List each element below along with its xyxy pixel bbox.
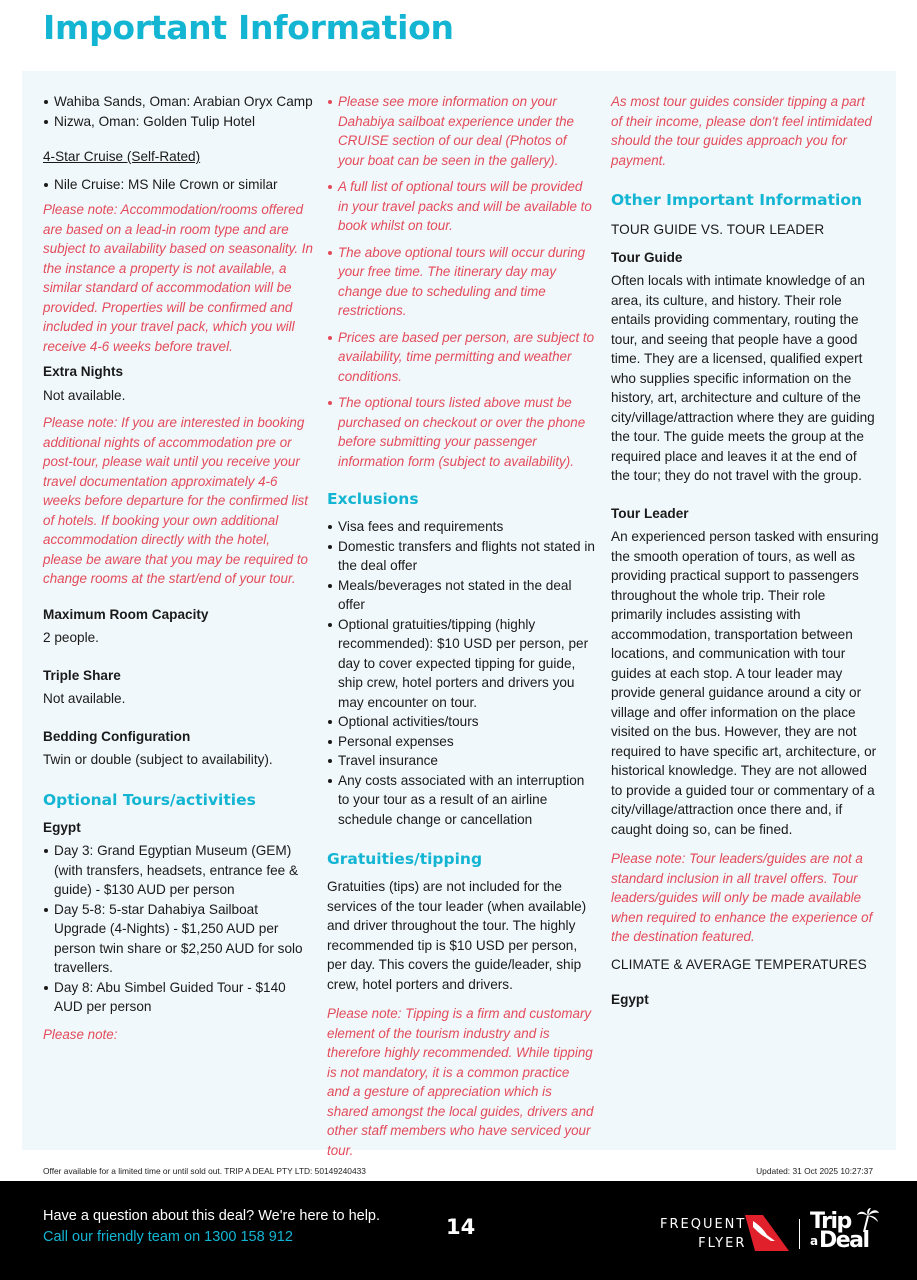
palm-tree-icon: [856, 1208, 880, 1234]
frequent-flyer-logo: [660, 1215, 746, 1253]
page-title: Important Information: [43, 8, 454, 47]
other-info-heading: Other Important Information: [611, 191, 863, 209]
qantas-kangaroo-icon: [745, 1215, 789, 1251]
tad-a: a: [810, 1234, 819, 1248]
triple-share-label: Triple Share: [43, 667, 121, 683]
extra-nights-label: Extra Nights: [43, 364, 124, 379]
list-item: The above optional tours will occur during your free time. The itinerary day may change due to scheduling and time restrictions.: [327, 243, 595, 321]
leaders-note: Please note: Tour leaders/guides are not a standard inclusion in all travel offers. Tour leaders/guides will only be made available when required to enhance the experience of the destination featured.: [611, 851, 873, 944]
tipping-note: As most tour guides consider tipping a part of their income, please don't feel intimidated should the tour guides approach you for payment.: [611, 94, 872, 168]
list-item: Visa fees and requirements: [327, 517, 595, 537]
updated-timestamp: Updated: 31 Oct 2025 10:27:37: [756, 1166, 873, 1176]
gratuities-text: Gratuities (tips) are not included for the services of the tour leader (when available) and driver throughout the tour. The highly recommended tip is $10 USD per person, per day. This covers the guide/leader, ship crew, hotel porters and drivers.: [327, 879, 587, 992]
exclusions-heading: Exclusions: [327, 490, 419, 508]
tour-guide-text: Often locals with intimate knowledge of an area, its culture, and history. Their role entails providing commentary, routing the tour, and seeing that people have a good time. They are a licensed, qualified expert who supplies specific information on the history, art, architecture and culture of the city/village/attraction where they are guiding the tour. The guide meets the group at the required place and leaves it at the end of the tour; they do not travel with the group.: [611, 273, 875, 483]
list-item: Meals/beverages not stated in the deal offer: [327, 576, 595, 615]
tour-leader-text: An experienced person tasked with ensuring the smooth operation of tours, as well as providing practical support to passengers throughout the whole trip. Their role primarily includes assisting with accommodation, transportation between locations, and communication with tour guides at each stop. A tour leader may provide general guidance around a city or village and offer information on the place visited on the bus. However, they are not required to have specific art, architecture, or historical knowledge. They are not allowed to provide a guided tour or commentary of a city/village/attraction once there and, if caught doing so, can be fined.: [611, 529, 879, 837]
extra-nights-value: Not available.: [43, 387, 126, 403]
exclusions-list: [327, 517, 595, 829]
cruise-list: [43, 175, 313, 195]
logo-divider: [799, 1219, 800, 1249]
climate-region: Egypt: [611, 992, 649, 1007]
optional-notes-list: [327, 92, 595, 471]
tour-leader-label: Tour Leader: [611, 505, 689, 521]
optional-tours-heading: Optional Tours/activities: [43, 790, 256, 809]
list-item: Any costs associated with an interruption to your tour as a result of an airline schedule change or cancellation: [327, 771, 595, 830]
footer: [0, 1181, 917, 1280]
column-3: [611, 92, 879, 1014]
column-2: [327, 92, 595, 1160]
bedding-label: Bedding Configuration: [43, 728, 191, 744]
list-item: Optional activities/tours: [327, 712, 595, 732]
climate-heading: CLIMATE & AVERAGE TEMPERATURES: [611, 956, 867, 972]
extra-nights-note: Please note: If you are interested in booking additional nights of accommodation pre or post-tour, please wait until you receive your travel documentation approximately 4-6 weeks before departure for the confirmed list of hotels. If booking your own additional accommodation directly with the hotel, please be aware that you may be required to change rooms at the start/end of your tour.: [43, 415, 309, 586]
list-item: Day 3: Grand Egyptian Museum (GEM) (with transfers, headsets, entrance fee & guide) - $130 AUD per person: [43, 841, 313, 900]
list-item: Wahiba Sands, Oman: Arabian Oryx Camp: [43, 92, 313, 112]
list-item: Domestic transfers and flights not stated in the deal offer: [327, 537, 595, 576]
list-item: Personal expenses: [327, 732, 595, 752]
tad-deal: Deal: [819, 1228, 869, 1253]
gratuities-heading: Gratuities/tipping: [327, 850, 483, 868]
list-item: A full list of optional tours will be provided in your travel packs and will be available to book whilst on tour.: [327, 177, 595, 236]
page-number: 14: [446, 1215, 476, 1239]
cruise-heading: 4-Star Cruise (Self-Rated): [43, 149, 201, 164]
gratuities-note: Please note: Tipping is a firm and customary element of the tourism industry and is therefore highly recommended. While tipping is not mandatory, it is a common practice and a gesture of appreciation which is shared amongst the local guides, drivers and other staff members who have serviced your tour.: [327, 1006, 594, 1158]
offer-disclaimer: Offer available for a limited time or until sold out. TRIP A DEAL PTY LTD: 50149240433: [43, 1166, 366, 1176]
bedding-value: Twin or double (subject to availability).: [43, 752, 273, 767]
tad-trip: Trip: [810, 1209, 851, 1234]
call-team-link[interactable]: Call our friendly team on 1300 158 912: [43, 1229, 293, 1245]
ff-line-2: FLYER: [698, 1236, 747, 1251]
list-item: Optional gratuities/tipping (highly recommended): $10 USD per person, per day to cover expected tipping for guide, ship crew, hotel porters and drivers you may encounter on tour.: [327, 615, 595, 713]
optional-please-note: Please note:: [43, 1026, 118, 1042]
list-item: Day 5-8: 5-star Dahabiya Sailboat Upgrade (4-Nights) - $1,250 AUD per person twin share or $2,250 AUD for solo travellers.: [43, 900, 313, 978]
accommodation-note: Please note: Accommodation/rooms offered are based on a lead-in room type and are subject to availability based on seasonality. In the instance a property is not available, a similar standard of accommodation will be provided. Properties will be confirmed and included in your travel pack, which you will receive 4-6 weeks before travel.: [43, 202, 313, 354]
list-item: Day 8: Abu Simbel Guided Tour - $140 AUD per person: [43, 978, 313, 1017]
guide-vs-leader-heading: TOUR GUIDE VS. TOUR LEADER: [611, 222, 825, 237]
column-1: [43, 92, 313, 1044]
list-item: The optional tours listed above must be purchased on checkout or over the phone before submitting your passenger information form (subject to availability).: [327, 393, 595, 471]
max-capacity-value: 2 people.: [43, 630, 99, 645]
tour-guide-label: Tour Guide: [611, 249, 683, 265]
optional-region: Egypt: [43, 819, 81, 835]
max-capacity-label: Maximum Room Capacity: [43, 606, 209, 622]
optional-tours-list: [43, 841, 313, 1017]
footer-question: Have a question about this deal? We're here to help.: [43, 1208, 381, 1224]
ff-line-1: FREQUENT: [660, 1217, 747, 1232]
list-item: Nizwa, Oman: Golden Tulip Hotel: [43, 112, 313, 132]
hotel-list: [43, 92, 313, 131]
list-item: Please see more information on your Dahabiya sailboat experience under the CRUISE section of our deal (Photos of your boat can be seen in the gallery).: [327, 92, 595, 170]
triple-share-value: Not available.: [43, 691, 126, 706]
list-item: Prices are based per person, are subject to availability, time permitting and weather conditions.: [327, 328, 595, 387]
list-item: Nile Cruise: MS Nile Crown or similar: [43, 175, 313, 195]
list-item: Travel insurance: [327, 751, 595, 771]
